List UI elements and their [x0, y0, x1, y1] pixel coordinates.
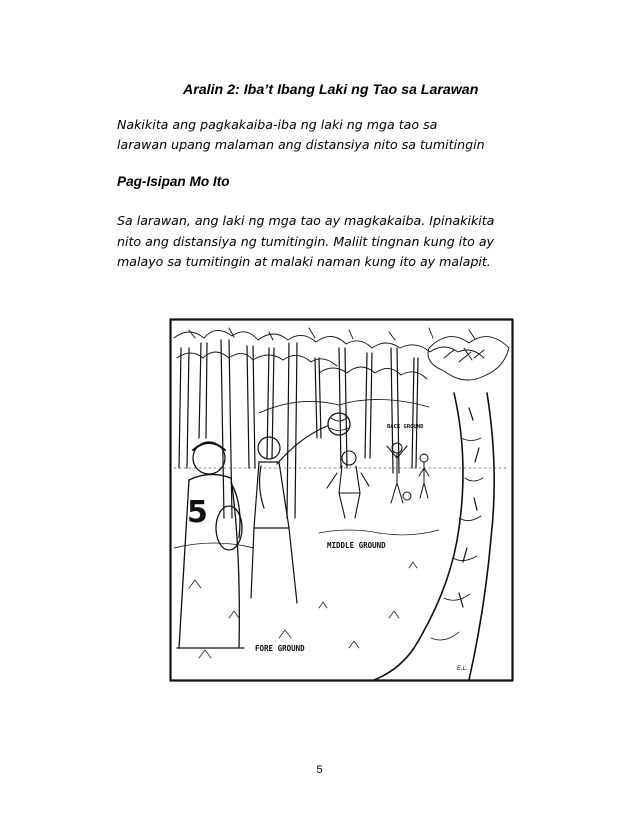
throwing-boy: [251, 426, 327, 603]
body-line: nito ang distansiya ng tumitingin. Maliit tingnan kung ito ay: [117, 233, 495, 249]
label-background: BACK GROUND: [387, 424, 424, 430]
label-foreground: FORE GROUND: [255, 644, 305, 653]
label-middleground: MIDDLE GROUND: [327, 541, 386, 550]
intro-line: larawan upang malaman ang distansiya nito sa tumitingin: [117, 137, 485, 152]
middleground-girl: [327, 451, 369, 518]
body-line: malayo sa tumitingin at malaki naman kung ito ay malapit.: [117, 254, 491, 269]
jersey-number: 5: [187, 495, 208, 530]
lesson-title: Aralin 2: Iba’t Ibang Laki ng Tao sa Larawan: [183, 82, 479, 98]
intro-paragraph: [117, 115, 567, 155]
section-heading: Pag-Isipan Mo Ito: [117, 174, 230, 189]
ground-texture: [174, 530, 439, 658]
page-number: 5: [316, 764, 323, 776]
tree-canopy: [174, 328, 509, 380]
illustration-park-scene: [169, 318, 514, 682]
artist-signature: E.L.: [457, 665, 468, 672]
body-paragraph: [117, 211, 577, 273]
tree-trunks: [179, 340, 418, 518]
distant-hills: [259, 399, 429, 413]
intro-line: Nakikita ang pagkakaiba-iba ng laki ng mga tao sa: [117, 117, 438, 132]
body-line: Sa larawan, ang laki ng mga tao ay magkakaiba. Ipinakikita: [117, 213, 495, 228]
